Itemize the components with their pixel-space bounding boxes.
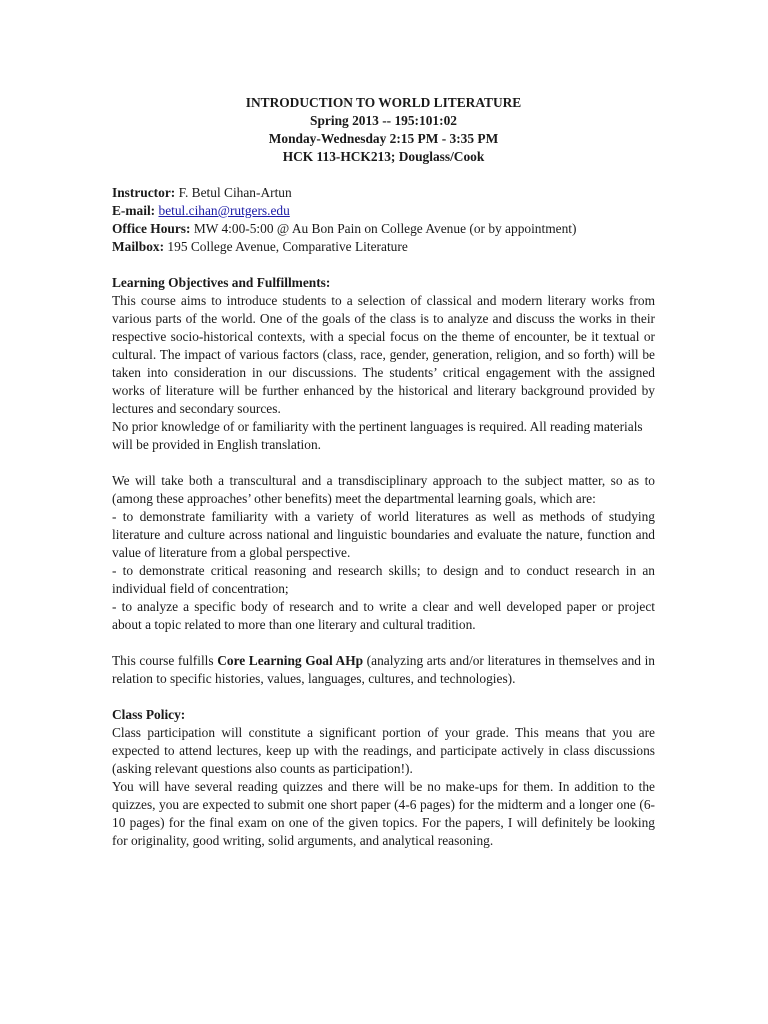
- class-policy-heading: Class Policy:: [112, 707, 186, 722]
- core-goal-prefix: This course fulfills: [112, 653, 218, 668]
- participation-paragraph: Class participation will constitute a significant portion of your grade. This means that you are expected to attend lectures, keep up with the readings, and participate actively in class discussions (asking relevant questions also counts as participation!).: [112, 725, 655, 776]
- instructor-name: F. Betul Cihan-Artun: [175, 185, 292, 200]
- learning-goal-3: - to analyze a specific body of research and to write a clear and well developed paper or project about a topic related to more than one literary and cultural tradition.: [112, 599, 655, 632]
- prior-knowledge-paragraph: No prior knowledge of or familiarity with the pertinent languages is required. All reading materials will be provided in English translation.: [112, 419, 643, 452]
- instructor-line: [112, 184, 655, 202]
- course-term: Spring 2013 -- 195:101:02: [310, 113, 457, 128]
- learning-goal-1: - to demonstrate familiarity with a variety of world literatures as well as methods of studying literature and culture across national and linguistic boundaries and evaluate the nature, function and value of literature from a global perspective.: [112, 509, 655, 560]
- approach-paragraph: We will take both a transcultural and a transdisciplinary approach to the subject matter, so as to (among these approaches’ other benefits) meet the departmental learning goals, which are:: [112, 473, 655, 506]
- core-goal-name: Core Learning Goal AHp: [217, 653, 364, 668]
- learning-goal-2: - to demonstrate critical reasoning and research skills; to design and to conduct research in an individual field of concentration;: [112, 563, 655, 596]
- email-link[interactable]: betul.cihan@rutgers.edu: [158, 203, 290, 218]
- instructor-label: Instructor:: [112, 185, 176, 200]
- course-schedule: Monday-Wednesday 2:15 PM - 3:35 PM: [268, 131, 499, 146]
- syllabus-page: [112, 94, 655, 850]
- contact-info: [112, 184, 655, 256]
- office-hours-value: MW 4:00-5:00 @ Au Bon Pain on College Avenue (or by appointment): [190, 221, 577, 236]
- email-label: E-mail:: [112, 203, 156, 218]
- objectives-heading: Learning Objectives and Fulfillments:: [112, 275, 331, 290]
- email-line: [112, 202, 655, 220]
- office-hours-line: [112, 220, 655, 238]
- core-goal-paragraph: [112, 652, 655, 688]
- objectives-paragraph: This course aims to introduce students to a selection of classical and modern literary works from various parts of the world. One of the goals of the class is to analyze and discuss the works in their respective socio-historical contexts, with a special focus on the theme of encounter, be it textual or cultural. The impact of various factors (class, race, gender, generation, religion, and so forth) will be taken into consideration in our discussions. The students’ critical engagement with the assigned works of literature will be further enhanced by the historical and literary background provided by lectures and secondary sources.: [112, 293, 655, 416]
- course-title: INTRODUCTION TO WORLD LITERATURE: [245, 95, 522, 110]
- mailbox-label: Mailbox:: [112, 239, 165, 254]
- office-hours-label: Office Hours:: [112, 221, 191, 236]
- core-goal-suffix: (analyzing arts and/or literatures in themselves and in relation to specific histories, values, languages, cultures, and technologies).: [112, 653, 655, 686]
- course-location: HCK 113-HCK213; Douglass/Cook: [282, 149, 485, 164]
- course-header: [112, 94, 655, 166]
- assignments-paragraph: You will have several reading quizzes and there will be no make-ups for them. In addition to the quizzes, you are expected to submit one short paper (4-6 pages) for the midterm and a longer one (6-10 pages) for the final exam on one of the given topics. For the papers, I will definitely be looking for originality, good writing, solid arguments, and analytical reasoning.: [112, 779, 655, 848]
- mailbox-line: [112, 238, 655, 256]
- mailbox-value: 195 College Avenue, Comparative Literature: [164, 239, 408, 254]
